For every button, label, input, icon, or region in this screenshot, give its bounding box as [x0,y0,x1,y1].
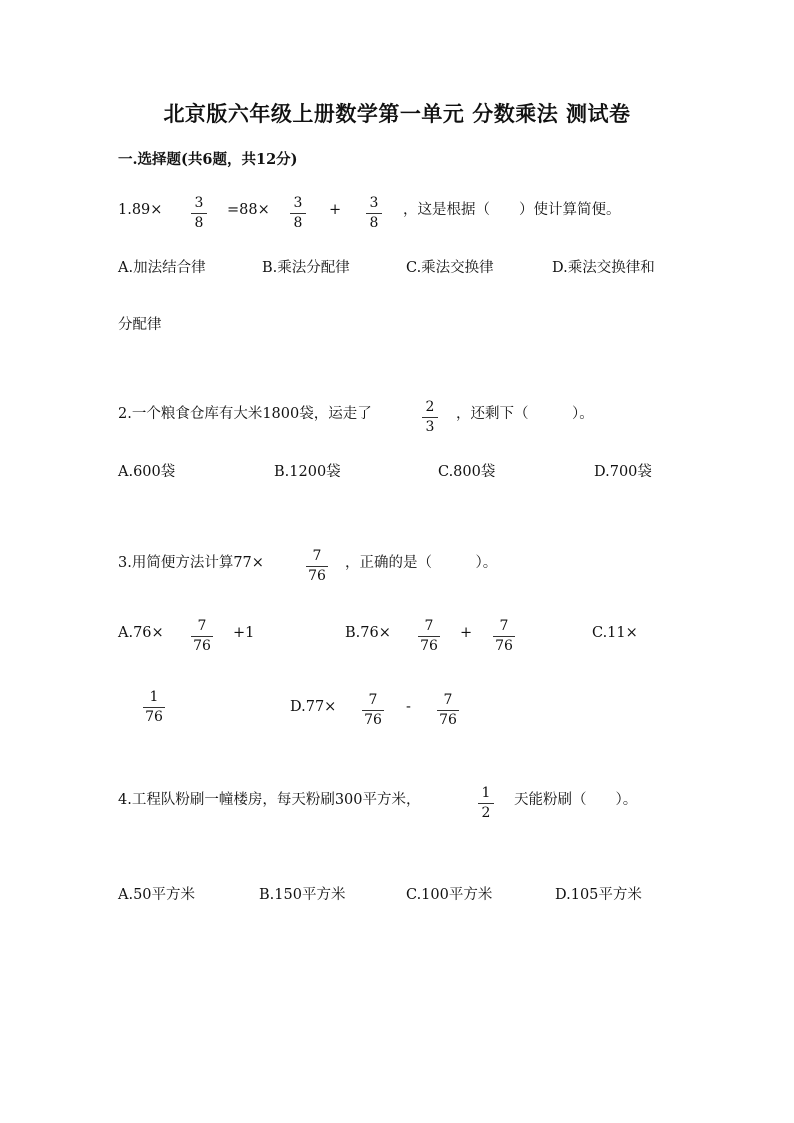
q1-text-end: ，这是根据（ ）使计算简便。 [403,202,621,218]
q2-text-start: 2.一个粮食仓库有大米1800袋，运走了 [118,406,372,422]
q2-option-a[interactable]: A.600袋 [118,464,176,480]
plus-sign: + [460,625,473,641]
q1-option-b[interactable]: B.乘法分配律 [262,260,350,276]
denominator: 76 [495,638,513,654]
q1-option-d-wrap: 分配律 [118,317,162,333]
numerator: 1 [481,785,491,801]
q1-option-c[interactable]: C.乘法交换律 [406,260,494,276]
q3-option-c[interactable]: C.11× [592,625,638,641]
denominator: 8 [293,215,303,231]
denominator: 76 [193,638,211,654]
q4-option-c[interactable]: C.100平方米 [406,887,493,903]
fraction-7-76 [187,618,217,654]
q1-text-start: 1.89× [118,202,163,218]
fraction-3-8 [184,195,214,231]
numerator: 7 [424,618,434,634]
q4-option-a[interactable]: A.50平方米 [118,887,196,903]
denominator: 3 [425,419,435,435]
fraction-7-76 [414,618,444,654]
fraction-2-3 [415,399,445,435]
q3-option-a-plus-one: +1 [233,625,255,641]
fraction-7-76 [433,692,463,728]
numerator: 7 [312,548,322,564]
fraction-1-2 [471,785,501,821]
numerator: 7 [197,618,207,634]
denominator: 76 [308,568,326,584]
denominator: 76 [145,709,163,725]
plus-sign: + [329,202,342,218]
q4-option-d[interactable]: D.105平方米 [555,887,642,903]
page-title: 北京版六年级上册数学第一单元 分数乘法 测试卷 [163,101,631,126]
q1-option-d[interactable]: D.乘法交换律和 [552,260,655,276]
denominator: 8 [194,215,204,231]
fraction-3-8 [283,195,313,231]
numerator: 7 [499,618,509,634]
q3-option-b[interactable]: B.76× [345,625,391,641]
q1-option-a[interactable]: A.加法结合律 [118,260,206,276]
numerator: 1 [149,689,159,705]
minus-sign: - [406,699,411,715]
denominator: 76 [420,638,438,654]
numerator: 2 [425,399,435,415]
denominator: 8 [369,215,379,231]
fraction-1-76 [139,689,169,725]
denominator: 76 [364,712,382,728]
fraction-7-76 [302,548,332,584]
fraction-3-8 [359,195,389,231]
denominator: 2 [481,805,491,821]
fraction-7-76 [358,692,388,728]
q4-text-start: 4.工程队粉刷一幢楼房，每天粉刷300平方米， [118,792,421,808]
q2-option-b[interactable]: B.1200袋 [274,464,341,480]
q1-text-eq: =88× [227,202,270,218]
q4-option-b[interactable]: B.150平方米 [259,887,346,903]
section-heading: 一.选择题(共6题，共12分) [118,151,298,168]
q2-option-d[interactable]: D.700袋 [594,464,652,480]
denominator: 76 [439,712,457,728]
q4-text-end: 天能粉刷（ ）。 [514,792,638,808]
q2-option-c[interactable]: C.800袋 [438,464,496,480]
q3-text-end: ，正确的是（ ）。 [345,555,498,571]
q3-option-d[interactable]: D.77× [290,699,337,715]
q2-text-end: ，还剩下（ ）。 [456,406,594,422]
numerator: 3 [194,195,204,211]
q3-option-a[interactable]: A.76× [118,625,164,641]
numerator: 3 [369,195,379,211]
numerator: 7 [368,692,378,708]
numerator: 7 [443,692,453,708]
numerator: 3 [293,195,303,211]
fraction-7-76 [489,618,519,654]
q3-text-start: 3.用简便方法计算77× [118,555,264,571]
